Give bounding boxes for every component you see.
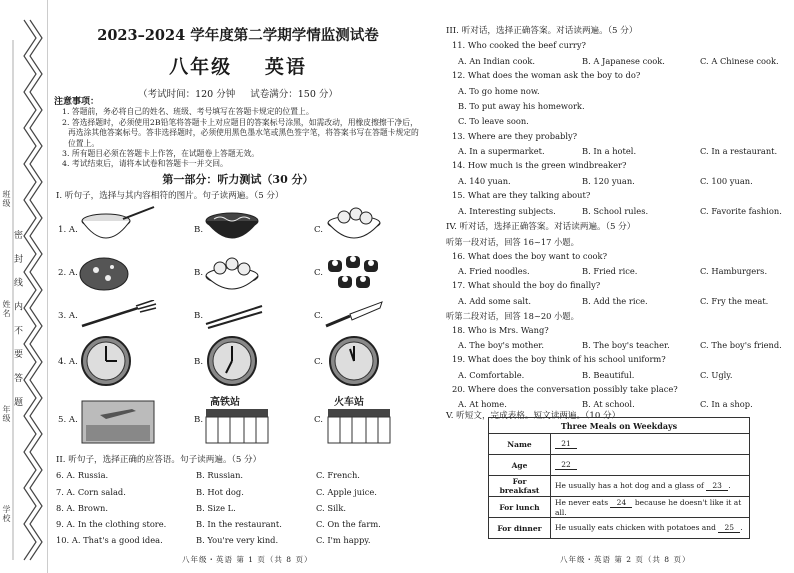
binding-margin (0, 0, 48, 573)
exam-subtitle (52, 52, 424, 79)
soup-bowl-icon (78, 205, 158, 251)
class-label: 班级 (2, 190, 11, 208)
high-speed-rail-sign: 高铁站 (210, 397, 240, 408)
option-label: 4. A. (58, 357, 78, 367)
option-label: 3. A. (58, 311, 78, 321)
noodle-bowl-icon (202, 205, 262, 251)
seal-line-text: 密 封 线 内 不 要 答 题 (12, 230, 22, 413)
row-key: For lunch (489, 497, 551, 518)
answer-option: B. Russian. (196, 470, 244, 480)
answer-option: C. Hamburgers. (700, 266, 768, 276)
answer-option: C. Ugly. (700, 370, 733, 380)
notes-heading: 注意事项： (54, 97, 100, 107)
station-building-icon (326, 407, 392, 445)
sushi-icon (324, 252, 384, 296)
answer-option: A. In a supermarket. (458, 146, 545, 156)
question: 11. Who cooked the beef curry? (452, 40, 586, 50)
option-label: B. (194, 268, 204, 278)
question: 15. What are they talking about? (452, 190, 591, 200)
row-text: because he doesn't like it at all. (555, 497, 742, 517)
grade-heading: 八年级 (169, 56, 233, 78)
answer-blank: 25 (718, 523, 740, 533)
answer-blank: 23 (706, 481, 728, 491)
table-row (489, 518, 750, 539)
picture-question-5 (52, 393, 424, 453)
section-5-heading: V. 听短文，完成表格。短文读两遍。（10 分） (446, 411, 621, 421)
exam-time: （考试时间：120 分钟 (138, 89, 236, 100)
school-label: 学校 (2, 505, 11, 523)
answer-option: B. Add the rice. (582, 296, 648, 306)
table-row (489, 434, 750, 455)
note-item: 3. 所有题目必须在答题卡上作答，在试题卷上答题无效。 (62, 149, 260, 159)
answer-option: A. 140 yuan. (458, 176, 511, 186)
picture-question-4 (52, 335, 424, 395)
answer-option: C. On the farm. (316, 519, 381, 529)
answer-option: A. To go home now. (458, 86, 540, 96)
table-title: Three Meals on Weekdays (489, 418, 750, 434)
option-label: 1. A. (58, 225, 78, 235)
row-text: . (740, 523, 743, 532)
exam-title: 2023–2024 学年度第二学期学情监测试卷 (97, 27, 379, 44)
answer-option: 10. A. That's a good idea. (56, 535, 163, 545)
answer-option: C. The boy's friend. (700, 340, 782, 350)
section-1-heading: I. 听句子，选择与其内容相符的图片。句子读两遍。（5 分） (56, 191, 284, 201)
answer-option: B. Size L. (196, 503, 236, 513)
exam-page-2 (432, 0, 792, 573)
answer-option: B. Fried rice. (582, 266, 638, 276)
fried-rice-icon (78, 252, 130, 296)
answer-option: A. Fried noodles. (458, 266, 530, 276)
page-footer: 八年级・英语 第 2 页（共 8 页） (560, 555, 691, 564)
answer-option: B. In the restaurant. (196, 519, 282, 529)
option-label: C. (314, 357, 324, 367)
answer-option: 9. A. In the clothing store. (56, 519, 167, 529)
answer-option: B. To put away his homework. (458, 101, 585, 111)
answer-option: C. 100 yuan. (700, 176, 753, 186)
row-text: He usually has a hot dog and a glass of (555, 481, 704, 490)
dumpling-bowl-icon (324, 205, 384, 251)
answer-option: A. At home. (458, 399, 507, 409)
option-label: B. (194, 311, 204, 321)
answer-option: C. To leave soon. (458, 116, 529, 126)
answer-option: C. In a restaurant. (700, 146, 778, 156)
question: 19. What does the boy think of his school uniform? (452, 354, 666, 364)
exam-notes (54, 97, 422, 170)
option-label: C. (314, 311, 324, 321)
answer-option: A. An Indian cook. (458, 56, 536, 66)
answer-blank: 21 (555, 439, 577, 449)
fork-icon (78, 300, 158, 330)
answer-option: B. School rules. (582, 206, 649, 216)
note-item: 4. 考试结束后，请将本试卷和答题卡一并交回。 (62, 159, 228, 169)
answer-option: C. Favorite fashion. (700, 206, 782, 216)
meals-table (488, 417, 750, 539)
subject-heading: 英语 (264, 56, 307, 78)
question: 18. Who is Mrs. Wang? (452, 325, 549, 335)
answer-option: 8. A. Brown. (56, 503, 108, 513)
question: 17. What should the boy do finally? (452, 280, 601, 290)
option-label: B. (194, 415, 204, 425)
answer-option: 6. A. Russia. (56, 470, 109, 480)
question: 20. Where does the conversation possibly take place? (452, 384, 678, 394)
section-4-heading: IV. 听对话，选择正确答案。对话读两遍。（5 分） (446, 222, 636, 232)
part1-title: 第一部分：听力测试（30 分） (162, 173, 314, 186)
chopsticks-icon (204, 300, 264, 330)
answer-option: A. Comfortable. (458, 370, 525, 380)
answer-option: C. In a shop. (700, 399, 753, 409)
answer-blank: 24 (610, 498, 632, 508)
knife-icon (324, 300, 384, 330)
clock-icon (328, 335, 380, 387)
answer-option: C. Fry the meat. (700, 296, 769, 306)
clock-icon (80, 335, 132, 387)
note-item: 2. 答选择题时，必须使用2B铅笔将答题卡上对应题目的答案标号涂黑，如需改动，用橡皮擦擦干净后，再选涂其他答案标号。答非选择题时，必须使用黑色墨水笔或黑色签字笔，将答案书写在答题卡规定的位置上。 (62, 117, 419, 148)
answer-option: C. Apple juice. (316, 487, 377, 497)
question: 13. Where are they probably? (452, 131, 578, 141)
option-label: C. (314, 415, 324, 425)
table-row (489, 455, 750, 476)
row-text: He usually eats chicken with potatoes and (555, 523, 716, 532)
answer-option: B. You're very kind. (196, 535, 279, 545)
answer-option: B. The boy's teacher. (582, 340, 670, 350)
grade-label: 年级 (2, 405, 11, 423)
exam-page-1 (52, 0, 424, 573)
option-label: 5. A. (58, 415, 78, 425)
option-label: B. (194, 357, 204, 367)
answer-option: A. Add some salt. (458, 296, 532, 306)
answer-option: B. At school. (582, 399, 635, 409)
row-key: For dinner (489, 518, 551, 539)
row-text: . (728, 481, 731, 490)
answer-option: C. A Chinese cook. (700, 56, 779, 66)
answer-option: B. A Japanese cook. (582, 56, 665, 66)
section-2-heading: II. 听句子，选择正确的应答语。句子读两遍。（5 分） (56, 455, 262, 465)
row-text: He never eats (555, 497, 609, 507)
answer-blank: 22 (555, 460, 577, 470)
dialogue-1-instruction: 听第一段对话，回答 16~17 小题。 (446, 237, 579, 247)
railway-station-sign: 火车站 (334, 397, 364, 408)
row-key: Name (489, 434, 551, 455)
answer-option: C. I'm happy. (316, 535, 371, 545)
table-row (489, 497, 750, 518)
note-item: 1. 答题前，务必将自己的姓名、班级、考号填写在答题卡规定的位置上。 (62, 107, 314, 117)
option-label: C. (314, 268, 324, 278)
exam-score: 试卷满分：150 分） (250, 89, 338, 100)
table-row (489, 476, 750, 497)
question: 12. What does the woman ask the boy to do? (452, 70, 641, 80)
answer-option: A. Interesting subjects. (458, 206, 556, 216)
answer-option: C. French. (316, 470, 360, 480)
option-label: B. (194, 225, 204, 235)
answer-option: A. The boy's mother. (458, 340, 545, 350)
answer-option: B. Beautiful. (582, 370, 635, 380)
answer-option: B. 120 yuan. (582, 176, 635, 186)
dialogue-2-instruction: 听第二段对话，回答 18~20 小题。 (446, 311, 579, 321)
dumpling-plate-icon (202, 252, 262, 296)
clock-icon (206, 335, 258, 387)
page-footer: 八年级・英语 第 1 页（共 8 页） (182, 555, 313, 564)
answer-option: C. Silk. (316, 503, 346, 513)
option-label: 2. A. (58, 268, 78, 278)
answer-option: B. Hot dog. (196, 487, 244, 497)
station-building-icon (204, 407, 270, 445)
name-label: 姓名 (2, 300, 11, 318)
row-key: Age (489, 455, 551, 476)
section-3-heading: III. 听对话，选择正确答案。对话读两遍。（5 分） (446, 26, 638, 36)
option-label: C. (314, 225, 324, 235)
question: 14. How much is the green windbreaker? (452, 160, 627, 170)
airport-icon (80, 395, 156, 445)
row-key: For breakfast (489, 476, 551, 497)
question: 16. What does the boy want to cook? (452, 251, 608, 261)
answer-option: 7. A. Corn salad. (56, 487, 126, 497)
answer-option: B. In a hotel. (582, 146, 637, 156)
